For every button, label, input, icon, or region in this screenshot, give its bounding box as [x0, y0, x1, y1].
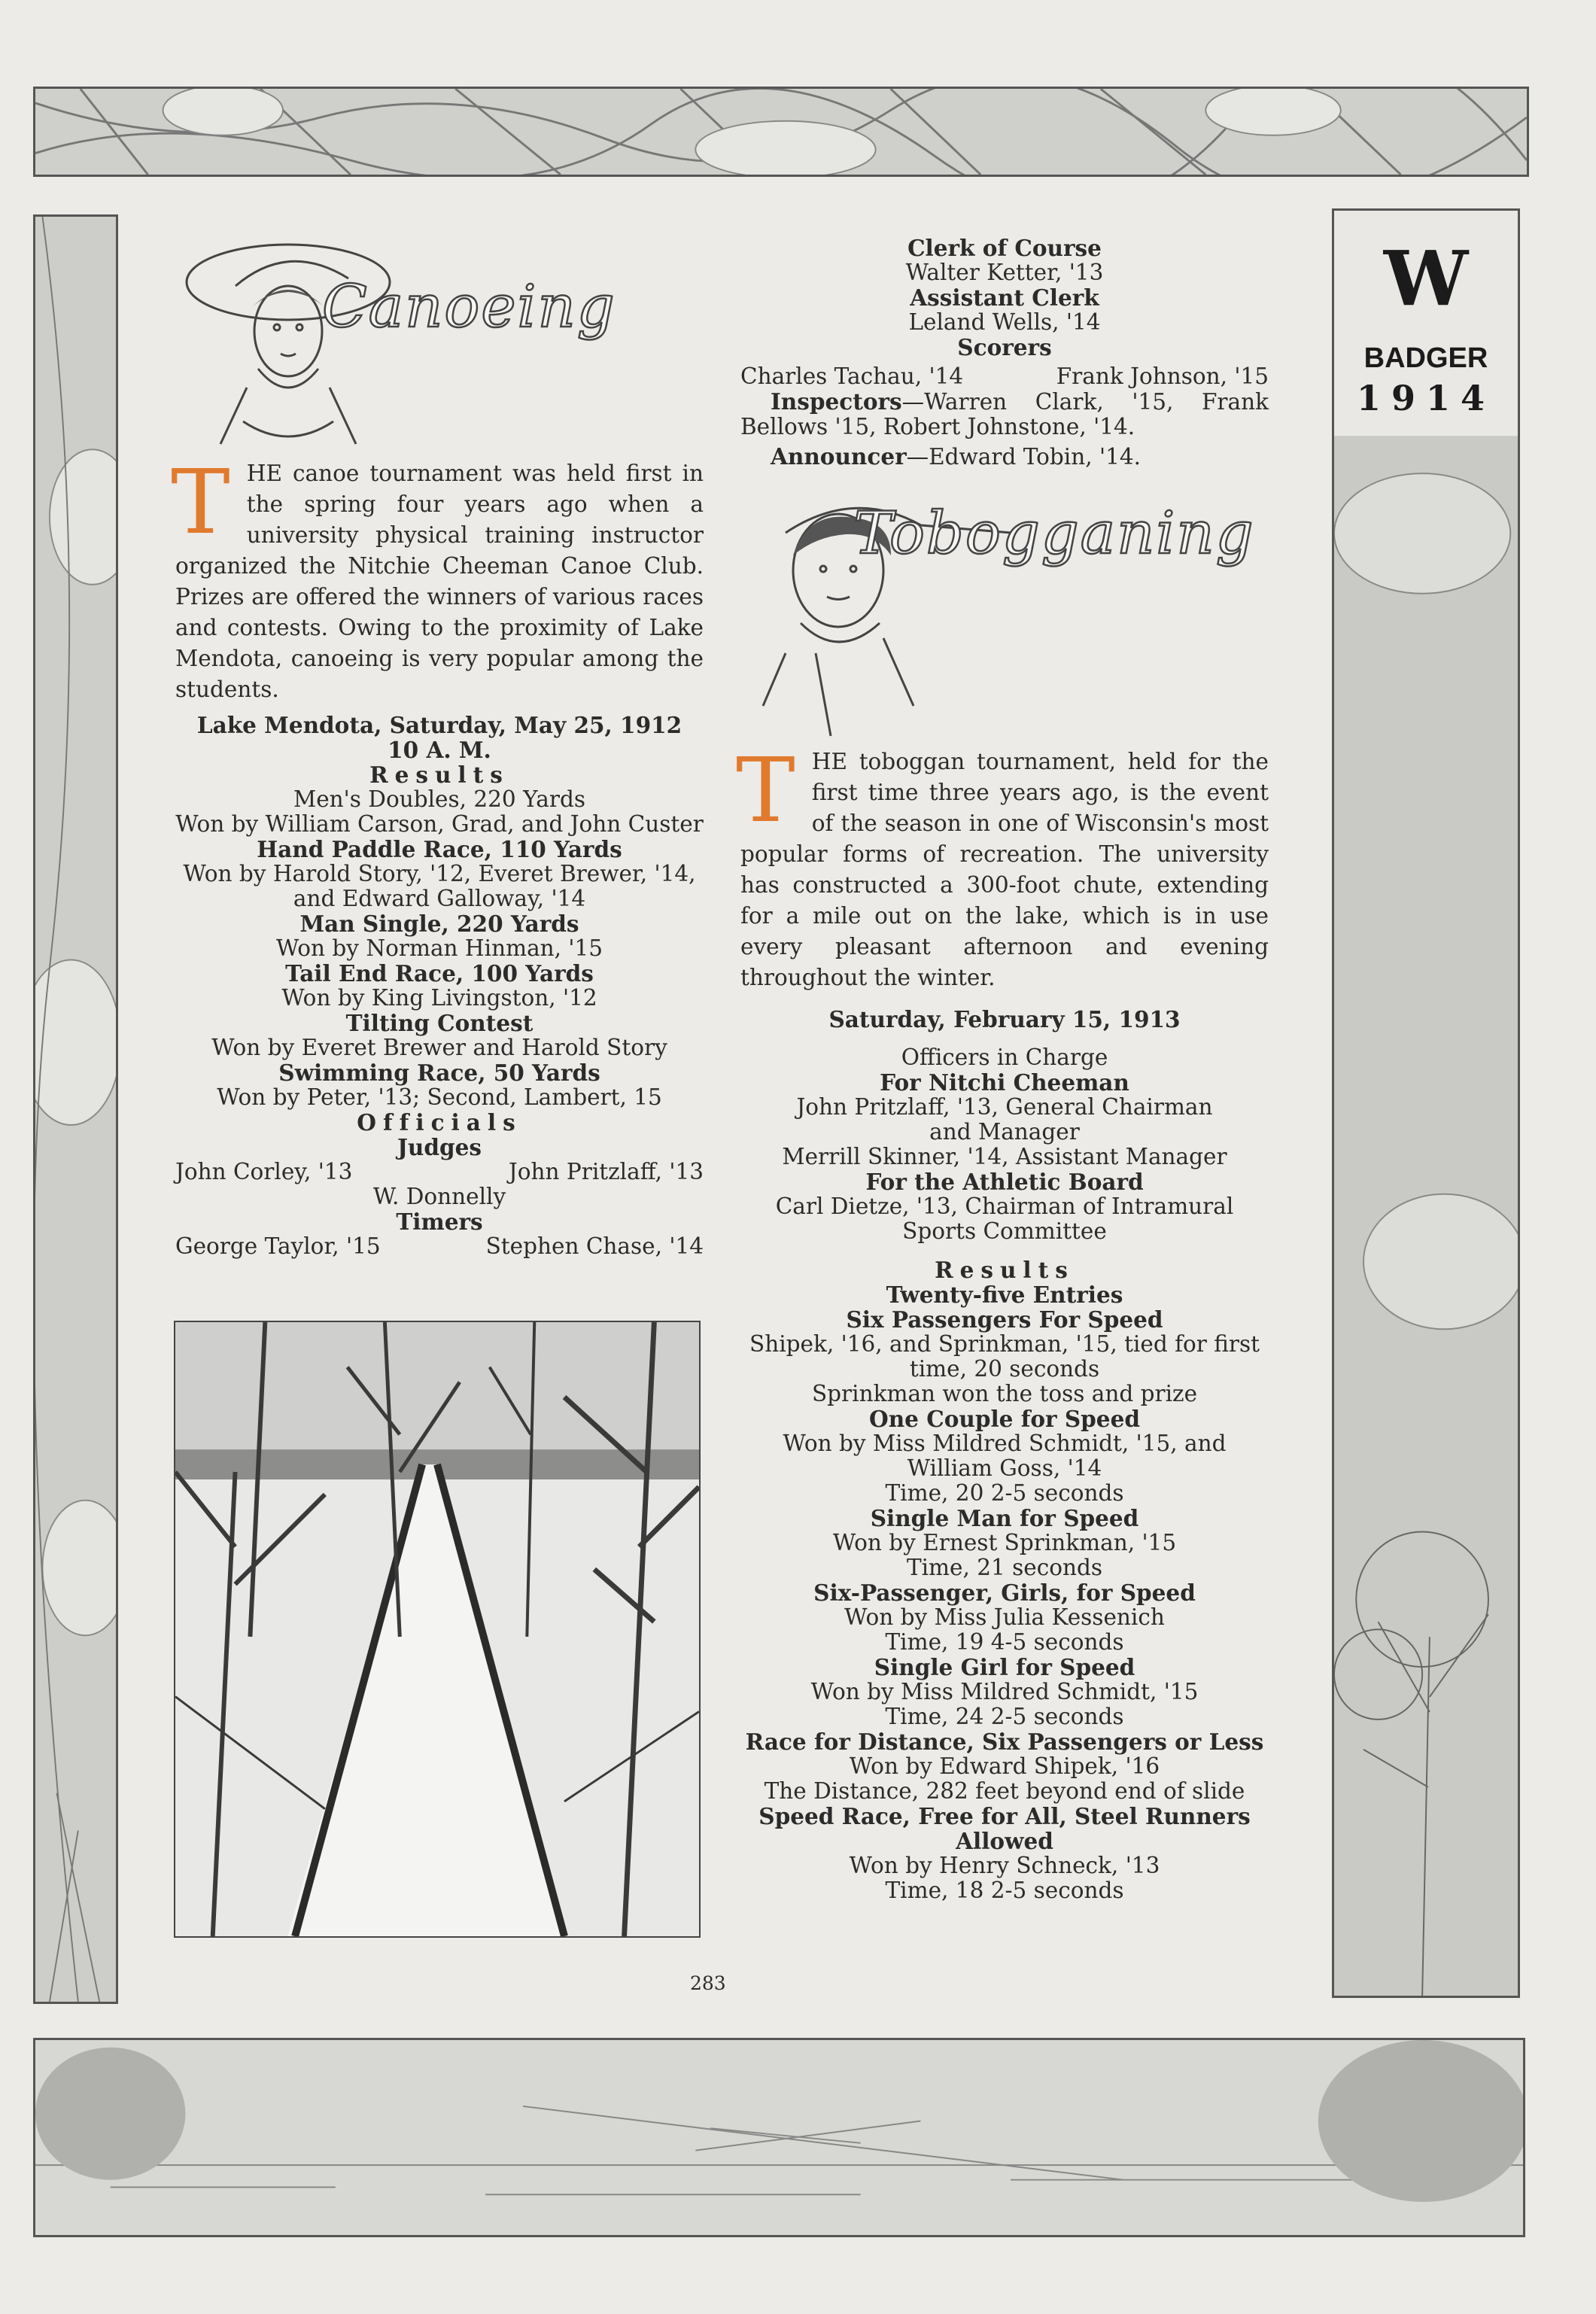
scorer-name: Frank Johnson, '15: [1056, 363, 1269, 389]
scorers-row: [740, 364, 1269, 389]
toboggan-result-line: Time, 20 2-5 seconds: [885, 1480, 1124, 1506]
toboggan-result-line: Shipek, '16, and Sprinkman, '15, tied for first time, 20 seconds: [749, 1331, 1260, 1382]
inspectors-text: —Warren Clark, '15, Frank Bellows '15, Robert Johnstone, '14.: [740, 389, 1269, 439]
canoe-result-name: Hand Paddle Race, 110 Yards: [257, 836, 622, 862]
tobogganing-column: [736, 235, 1269, 1903]
canoe-result-name: Tail End Race, 100 Yards: [285, 960, 594, 987]
judge-extra: W. Donnelly: [372, 1184, 506, 1209]
toboggan-result-line: Won by Henry Schneck, '13: [849, 1853, 1160, 1878]
toboggan-result-name: Speed Race, Free for All, Steel Runners Allowed: [758, 1803, 1251, 1854]
timers-row: [175, 1234, 704, 1259]
canoe-result-detail: Won by Harold Story, '12, Everet Brewer, '14, and Edward Galloway, '14: [183, 861, 696, 911]
toboggan-result-line: Won by Miss Julia Kessenich: [844, 1604, 1165, 1630]
tobogganing-date: Saturday, February 15, 1913: [828, 1006, 1181, 1032]
athletic-heading: For the Athletic Board: [865, 1169, 1144, 1195]
badger-year: 1914: [1356, 378, 1496, 418]
asst-clerk-heading: Assistant Clerk: [910, 284, 1099, 311]
announcer-line: [740, 444, 1269, 470]
officer-line: Merrill Skinner, '14, Assistant Manager: [782, 1144, 1227, 1169]
toboggan-result-line: Time, 19 4-5 seconds: [885, 1629, 1124, 1655]
announcer-label: Announcer: [771, 443, 907, 470]
tobogganing-title: Tobogganing: [853, 500, 1255, 567]
canoeing-intro-text: HE canoe tournament was held first in the spring four years ago when a university physical training instructor organized the Nitchie Cheeman Canoe Club. Prizes are offered the winners of various races and contests. Owing to the proximity of Lake Mendota, canoeing is very popular among the students.: [175, 461, 704, 702]
scorers-heading: Scorers: [957, 334, 1052, 360]
toboggan-result-line: Sprinkman won the toss and prize: [811, 1381, 1198, 1406]
tobogganing-intro: [736, 738, 1269, 993]
officer-line: and Manager: [929, 1119, 1080, 1145]
canoe-result-name: Tilting Contest: [345, 1010, 534, 1036]
badger-label: BADGER: [1363, 342, 1488, 374]
toboggan-result-name: Six-Passenger, Girls, for Speed: [813, 1580, 1196, 1606]
canoe-result-detail: Won by Everet Brewer and Harold Story: [211, 1035, 667, 1060]
toboggan-result-line: Won by Miss Mildred Schmidt, '15: [810, 1679, 1199, 1704]
timers-heading: Timers: [396, 1209, 483, 1235]
canoe-result-detail: Won by Peter, '13; Second, Lambert, 15: [217, 1084, 662, 1110]
inspectors-label: Inspectors: [771, 388, 902, 415]
toboggan-chute-photo: [174, 1321, 701, 1938]
tobogganing-intro-text: HE toboggan tournament, held for the first time three years ago, is the event of the season in one of Wisconsin's most popular forms of recreation. The university has constructed a 300-foot chute, extending for a mile out on the lake, which is in use every pleasant afternoon and evening throughout the winter.: [740, 749, 1269, 990]
nitchi-heading: For Nitchi Cheeman: [880, 1069, 1129, 1096]
canoe-result-detail: Won by William Carson, Grad, and John Custer: [175, 811, 704, 837]
toboggan-result-name: One Couple for Speed: [869, 1406, 1140, 1432]
officer-line: John Pritzlaff, '13, General Chairman: [796, 1094, 1213, 1120]
canoeing-column: [171, 226, 704, 1259]
canoeing-results-heading: Results: [369, 762, 509, 788]
toboggan-result-line: Time, 24 2-5 seconds: [885, 1704, 1124, 1729]
canoeing-intro: [171, 450, 704, 705]
asst-clerk-name: Leland Wells, '14: [908, 309, 1101, 335]
tobogganing-heading: [740, 480, 1269, 743]
tobogganing-dropcap: T: [736, 738, 795, 842]
scorer-name: Charles Tachau, '14: [740, 363, 964, 389]
toboggan-result-name: Six Passengers For Speed: [846, 1306, 1163, 1333]
toboggan-result-line: The Distance, 282 feet beyond end of slide: [764, 1778, 1245, 1804]
inspectors-line: [740, 389, 1269, 439]
toboggan-result-name: Race for Distance, Six Passengers or Less: [745, 1729, 1264, 1755]
canoe-result-name: Men's Doubles, 220 Yards: [293, 786, 585, 812]
top-decorative-border: [33, 87, 1529, 177]
officers-heading: Officers in Charge: [901, 1044, 1108, 1070]
toboggan-result-line: Won by Miss Mildred Schmidt, '15, and William Goss, '14: [783, 1431, 1227, 1481]
toboggan-result-name: Single Man for Speed: [870, 1505, 1139, 1531]
canoeing-heading: [175, 226, 704, 455]
judges-heading: Judges: [397, 1134, 482, 1160]
toboggan-result-line: Won by Ernest Sprinkman, '15: [832, 1530, 1177, 1555]
entries-count: Twenty-five Entries: [886, 1282, 1123, 1308]
judge-name: John Corley, '13: [175, 1159, 353, 1184]
canoe-result-name: Man Single, 220 Yards: [299, 911, 579, 937]
clerk-name: Walter Ketter, '13: [905, 260, 1104, 285]
toboggan-result-line: Time, 21 seconds: [906, 1555, 1103, 1580]
page-number: 283: [690, 1972, 726, 1994]
timer-name: George Taylor, '15: [175, 1233, 381, 1259]
canoe-result-name: Swimming Race, 50 Yards: [278, 1060, 600, 1086]
judges-row: [175, 1160, 704, 1184]
canoe-result-detail: Won by Norman Hinman, '15: [275, 935, 603, 961]
toboggan-result-line: Time, 18 2-5 seconds: [885, 1878, 1124, 1903]
judge-name: John Pritzlaff, '13: [508, 1159, 704, 1184]
toboggan-result-line: Won by Edward Shipek, '16: [849, 1753, 1160, 1779]
w-letter: W: [1383, 234, 1469, 323]
timer-name: Stephen Chase, '14: [485, 1233, 704, 1259]
announcer-text: —Edward Tobin, '14.: [906, 444, 1142, 470]
officials-heading: Officials: [357, 1109, 522, 1136]
bottom-rowing-illustration: [33, 2038, 1525, 2237]
officer-line: Sports Committee: [902, 1218, 1107, 1244]
canoeing-event-line: Lake Mendota, Saturday, May 25, 1912: [196, 712, 682, 738]
canoe-result-detail: Won by King Livingston, '12: [281, 985, 597, 1011]
toboggan-result-name: Single Girl for Speed: [874, 1654, 1135, 1680]
right-decorative-border: [1332, 208, 1520, 1998]
canoeing-title: Canoeing: [322, 273, 616, 341]
toboggan-results-heading: Results: [935, 1257, 1075, 1283]
officer-line: Carl Dietze, '13, Chairman of Intramural: [775, 1193, 1234, 1219]
canoeing-dropcap: T: [171, 450, 230, 554]
canoeing-event-time: 10 A. M.: [388, 737, 491, 763]
left-decorative-border: [33, 214, 118, 2004]
clerk-heading: Clerk of Course: [907, 235, 1102, 261]
